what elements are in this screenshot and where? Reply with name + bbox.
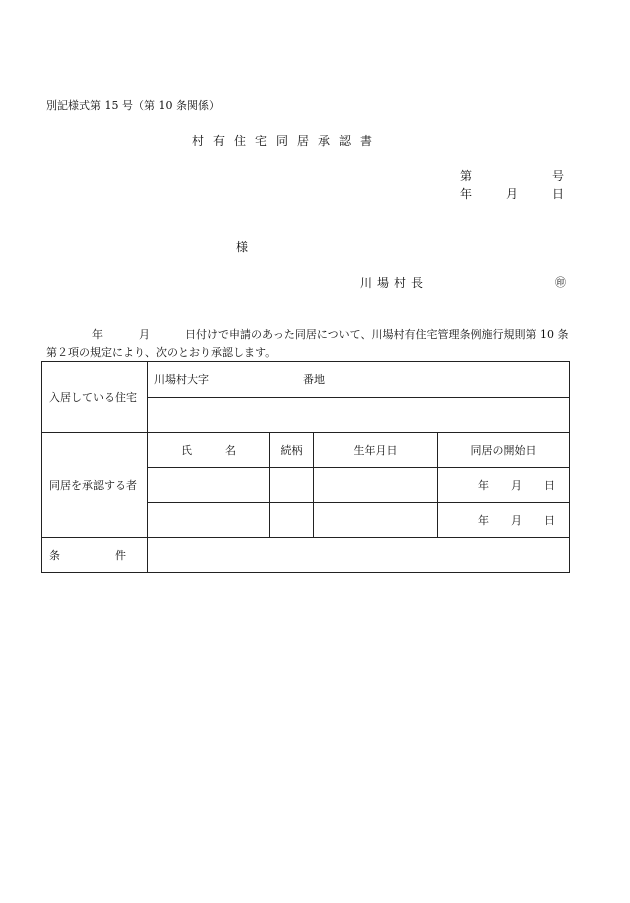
address-field [148,362,570,398]
start-date-cell [438,468,570,503]
address-suffix: 番地 [303,373,325,386]
conditions-field [148,538,570,573]
body-line2: 第２項の規定により、次のとおり承認します。 [46,346,277,359]
body-year: 年 [92,328,103,341]
start-date-cell [438,503,570,538]
name-cell [148,468,270,503]
doc-number-suffix: 号 [552,169,565,183]
date-month: 月 [511,514,522,527]
col-start-date-header: 同居の開始日 [438,433,570,468]
issuer-name: 川場村長 [360,276,429,290]
address-field-line-2 [148,398,570,433]
col-birthdate-header: 生年月日 [314,433,438,468]
body-line1-rest: 日付けで申請のあった同居について、川場村有住宅管理条例施行規則第 10 条 [185,328,569,341]
residence-label: 入居している住宅 [42,362,148,433]
recipient-honorific: 様 [236,240,249,254]
name-cell [148,503,270,538]
col-name-header: 氏 名 [148,433,270,468]
birthdate-cell [314,468,438,503]
form-number: 別記様式第 15 号（第 10 条関係） [46,99,220,112]
doc-date-year: 年 [460,187,473,201]
conditions-row [42,538,570,573]
conditions-label: 条 件 [42,538,148,573]
col-relation-header: 続柄 [270,433,314,468]
date-year: 年 [478,514,489,527]
doc-date-day: 日 [552,187,565,201]
date-year: 年 [478,479,489,492]
residence-row-1 [42,362,570,398]
date-month: 月 [511,479,522,492]
date-day: 日 [544,514,555,527]
doc-number-prefix: 第 [460,169,473,183]
date-day: 日 [544,479,555,492]
relation-cell [270,503,314,538]
relation-cell [270,468,314,503]
body-month: 月 [139,328,150,341]
seal-mark: ㊞ [555,276,566,289]
birthdate-cell [314,503,438,538]
cohabitant-label: 同居を承認する者 [42,433,148,538]
approval-form-table [41,361,570,573]
document-title: 村有住宅同居承認書 [192,134,382,148]
doc-date-month: 月 [506,187,519,201]
cohabitant-header-row [42,433,570,468]
address-prefix: 川場村大字 [154,373,209,386]
